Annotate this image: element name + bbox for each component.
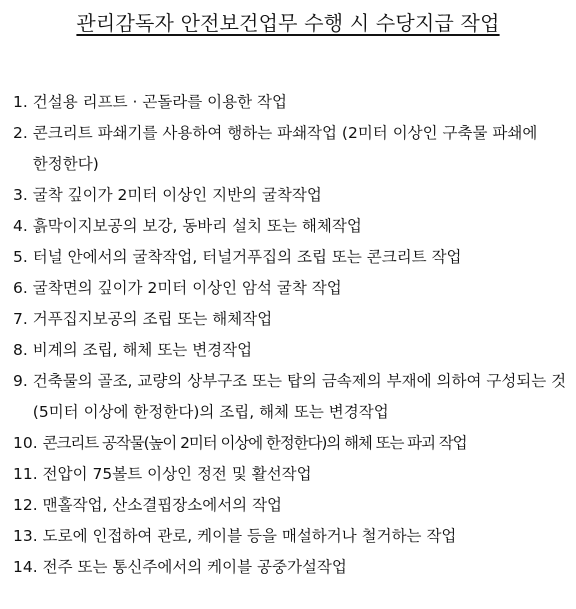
document-title: [0, 10, 576, 36]
list-item-number: 3.: [13, 186, 28, 204]
list-item-text: 굴착 깊이가 2미터 이상인 지반의 굴착작업: [32, 186, 322, 204]
list-item-number: 1.: [13, 93, 28, 111]
list-item-text: 흙막이지보공의 보강, 동바리 설치 또는 해체작업: [32, 217, 362, 235]
list-item: [13, 557, 569, 577]
list-item-number: 8.: [13, 341, 28, 359]
list-item-text: 콘크리트 공작물(높이 2미터 이상에 한정한다)의 해체 또는 파괴 작업: [42, 434, 467, 452]
list-item-text: 콘크리트 파쇄기를 사용하여 행하는 파쇄작업 (2미터 이상인 구축물 파쇄에 한정한다): [32, 124, 538, 173]
list-item-text: 비계의 조립, 해체 또는 변경작업: [32, 341, 253, 359]
list-item-text: 거푸집지보공의 조립 또는 해체작업: [32, 310, 273, 328]
list-item: [13, 185, 569, 205]
list-item-number: 14.: [13, 558, 38, 576]
list-item-text: 맨홀작업, 산소결핍장소에서의 작업: [42, 496, 283, 514]
list-item-number: 4.: [13, 217, 28, 235]
list-item-number: 5.: [13, 248, 28, 266]
list-item: [13, 216, 569, 236]
list-item-text: 터널 안에서의 굴착작업, 터널거푸집의 조립 또는 콘크리트 작업: [32, 248, 462, 266]
list-item-number: 6.: [13, 279, 28, 297]
list-item-text: 건설용 리프트 · 곤돌라를 이용한 작업: [32, 93, 287, 111]
list-item-text: 전주 또는 통신주에서의 케이블 공중가설작업: [42, 558, 347, 576]
list-item-text: 굴착면의 깊이가 2미터 이상인 암석 굴착 작업: [32, 279, 342, 297]
list-item-number: 2.: [13, 124, 28, 142]
list-item: [13, 340, 569, 360]
list-item: [13, 92, 569, 112]
list-item: [13, 247, 569, 267]
list-item: [13, 495, 569, 515]
work-list: [13, 92, 569, 588]
list-item: [13, 464, 569, 484]
document-title-text: 관리감독자 안전보건업무 수행 시 수당지급 작업: [76, 11, 500, 35]
list-item-number: 10.: [13, 434, 38, 452]
list-item: [13, 123, 569, 174]
list-item-number: 12.: [13, 496, 38, 514]
list-item-text: 건축물의 골조, 교량의 상부구조 또는 탑의 금속제의 부재에 의하여 구성되는 것(5미터 이상에 한정한다)의 조립, 해체 또는 변경작업: [32, 372, 567, 421]
list-item: [13, 433, 569, 453]
list-item-text: 도로에 인접하여 관로, 케이블 등을 매설하거나 철거하는 작업: [42, 527, 457, 545]
list-item-number: 7.: [13, 310, 28, 328]
list-item-number: 11.: [13, 465, 38, 483]
list-item: [13, 371, 569, 422]
list-item-number: 9.: [13, 372, 28, 390]
list-item: [13, 526, 569, 546]
list-item: [13, 278, 569, 298]
list-item-text: 전압이 75볼트 이상인 정전 및 활선작업: [42, 465, 312, 483]
list-item: [13, 309, 569, 329]
list-item-number: 13.: [13, 527, 38, 545]
